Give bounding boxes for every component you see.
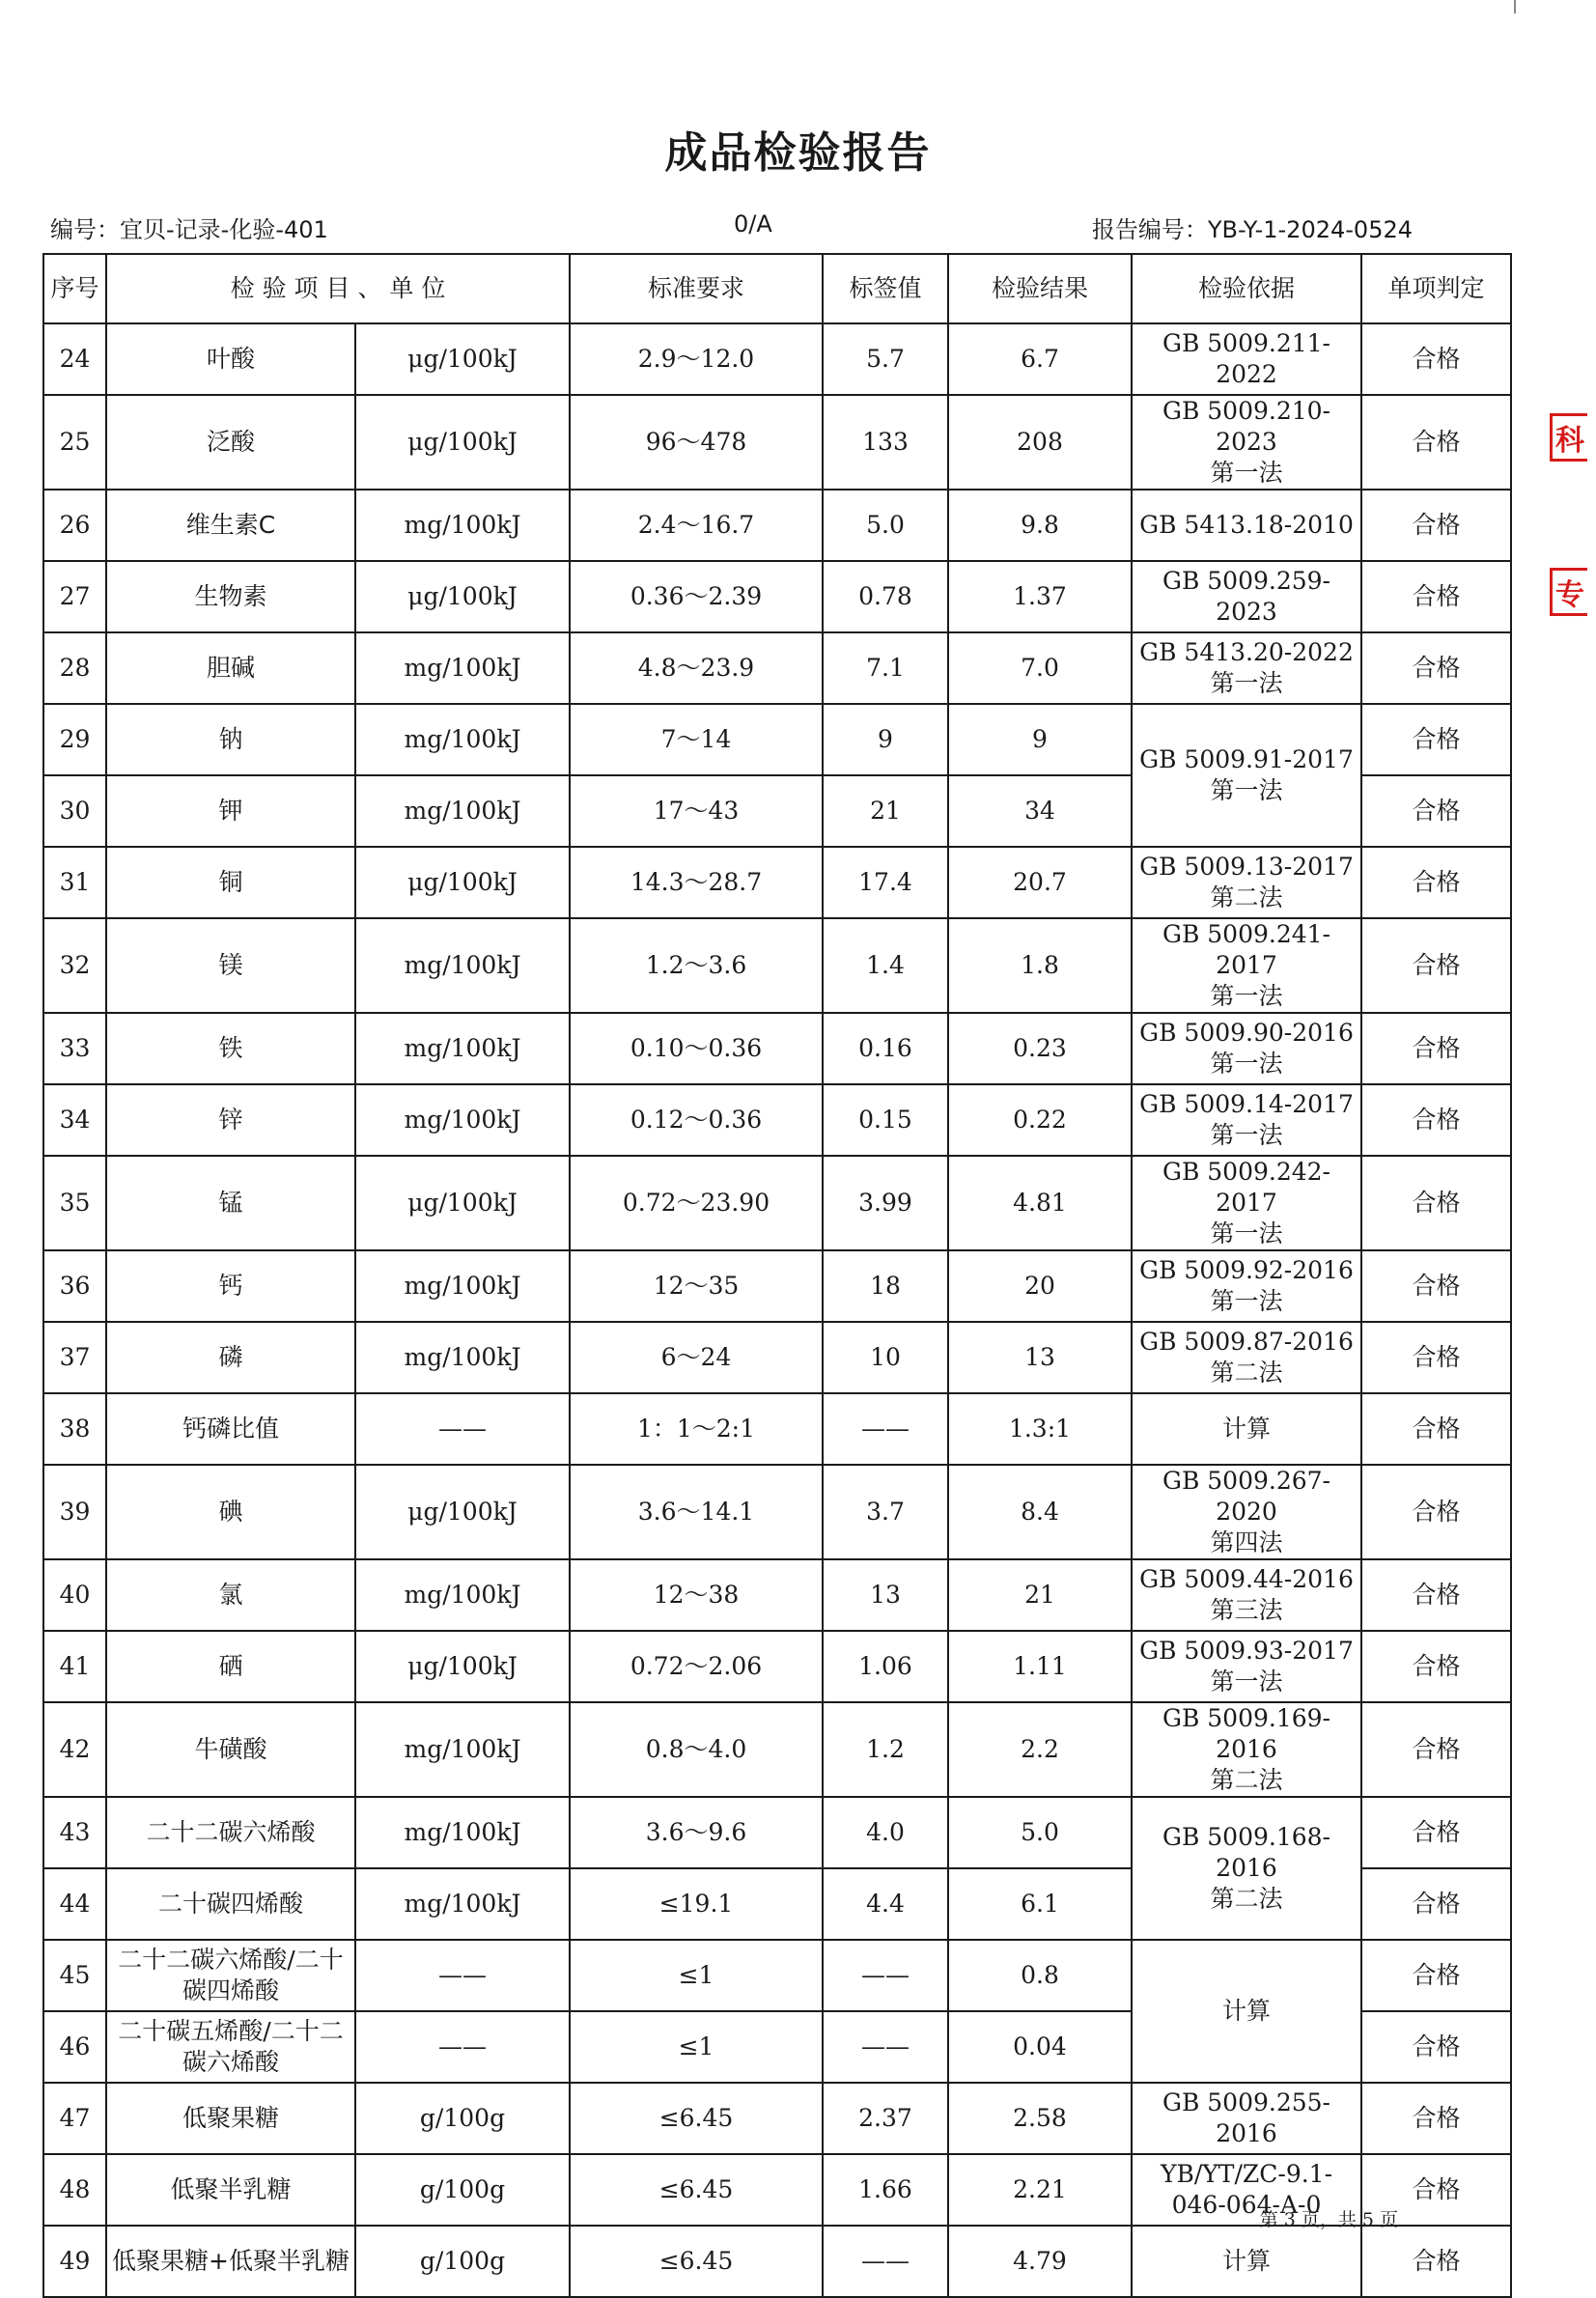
- row-item: 钙磷比值: [106, 1393, 355, 1465]
- row-standard: ≤1: [570, 2011, 823, 2083]
- row-result: 21: [948, 1559, 1132, 1631]
- basis-line: GB 5009.13-2017: [1139, 853, 1354, 881]
- red-side-stamp-2: 专: [1550, 568, 1587, 616]
- table-row: [43, 1940, 1511, 2011]
- row-basis: [1132, 1013, 1361, 1084]
- row-verdict: 合格: [1361, 2011, 1511, 2083]
- row-result: 8.4: [948, 1465, 1132, 1559]
- basis-line: 第二法: [1210, 883, 1283, 911]
- row-result: 2.58: [948, 2083, 1132, 2154]
- basis-line: GB 5009.93-2017: [1139, 1637, 1354, 1665]
- row-standard: 2.9～12.0: [570, 323, 823, 395]
- row-standard: 0.12～0.36: [570, 1084, 823, 1156]
- row-verdict: 合格: [1361, 1393, 1511, 1465]
- row-unit: μg/100kJ: [355, 1156, 570, 1250]
- table-row: [43, 1559, 1511, 1631]
- row-label-value: ——: [823, 1940, 948, 2011]
- row-result: 1.3:1: [948, 1393, 1132, 1465]
- row-standard: 12～38: [570, 1559, 823, 1631]
- row-label-value: 3.99: [823, 1156, 948, 1250]
- row-verdict: 合格: [1361, 395, 1511, 490]
- basis-line: 第一法: [1210, 982, 1283, 1010]
- row-seq: 42: [43, 1702, 106, 1797]
- row-unit: mg/100kJ: [355, 1702, 570, 1797]
- row-basis: [1132, 1156, 1361, 1250]
- row-seq: 47: [43, 2083, 106, 2154]
- row-label-value: 17.4: [823, 847, 948, 918]
- row-label-value: 133: [823, 395, 948, 490]
- row-basis: [1132, 1702, 1361, 1797]
- row-seq: 33: [43, 1013, 106, 1084]
- document-revision: 0/A: [734, 210, 772, 238]
- row-label-value: 21: [823, 775, 948, 847]
- table-row: [43, 918, 1511, 1013]
- row-basis: [1132, 1465, 1361, 1559]
- basis-line: 第一法: [1210, 459, 1283, 487]
- table-row: [43, 1465, 1511, 1559]
- table-row: [43, 2083, 1511, 2154]
- row-result: 13: [948, 1322, 1132, 1393]
- basis-line: GB 5009.211-2022: [1162, 329, 1331, 388]
- row-result: 6.7: [948, 323, 1132, 395]
- row-unit: mg/100kJ: [355, 775, 570, 847]
- row-basis: [1132, 1250, 1361, 1322]
- row-item: 锰: [106, 1156, 355, 1250]
- row-item: 二十二碳六烯酸: [106, 1797, 355, 1868]
- table-row: [43, 395, 1511, 490]
- row-seq: 35: [43, 1156, 106, 1250]
- table-row: [43, 632, 1511, 704]
- row-verdict: 合格: [1361, 490, 1511, 561]
- row-unit: μg/100kJ: [355, 1465, 570, 1559]
- row-verdict: 合格: [1361, 1322, 1511, 1393]
- header-label-value: 标签值: [823, 254, 948, 323]
- row-result: 1.11: [948, 1631, 1132, 1702]
- row-item: 低聚果糖+低聚半乳糖: [106, 2226, 355, 2297]
- row-standard: 14.3～28.7: [570, 847, 823, 918]
- row-item: 镁: [106, 918, 355, 1013]
- edge-mark: [1514, 0, 1516, 14]
- row-label-value: 4.0: [823, 1797, 948, 1868]
- row-verdict: 合格: [1361, 1465, 1511, 1559]
- row-label-value: 1.2: [823, 1702, 948, 1797]
- row-verdict: 合格: [1361, 1084, 1511, 1156]
- row-unit: g/100g: [355, 2226, 570, 2297]
- row-seq: 36: [43, 1250, 106, 1322]
- row-basis: [1132, 1940, 1361, 2083]
- row-seq: 44: [43, 1868, 106, 1940]
- row-verdict: 合格: [1361, 1702, 1511, 1797]
- header-item-unit: 检 验 项 目 、 单 位: [106, 254, 570, 323]
- row-unit: g/100g: [355, 2083, 570, 2154]
- row-item: 叶酸: [106, 323, 355, 395]
- basis-line: GB 5009.259-2023: [1162, 567, 1331, 626]
- basis-line: 计算: [1221, 1415, 1271, 1443]
- row-unit: μg/100kJ: [355, 561, 570, 632]
- header-seq: 序号: [43, 254, 106, 323]
- row-standard: ≤6.45: [570, 2154, 823, 2226]
- basis-line: GB 5413.18-2010: [1139, 511, 1354, 539]
- row-label-value: 10: [823, 1322, 948, 1393]
- row-item: 二十碳五烯酸/二十二碳六烯酸: [106, 2011, 355, 2083]
- basis-line: GB 5009.87-2016: [1139, 1328, 1354, 1356]
- table-row: [43, 847, 1511, 918]
- row-label-value: 13: [823, 1559, 948, 1631]
- row-item: 生物素: [106, 561, 355, 632]
- table-row: [43, 323, 1511, 395]
- row-verdict: 合格: [1361, 775, 1511, 847]
- row-label-value: 18: [823, 1250, 948, 1322]
- report-number: 报告编号：YB-Y-1-2024-0524: [1091, 216, 1413, 243]
- row-item: 氯: [106, 1559, 355, 1631]
- row-basis: [1132, 561, 1361, 632]
- row-standard: ≤1: [570, 1940, 823, 2011]
- basis-line: GB 5009.241-2017: [1162, 920, 1331, 979]
- row-seq: 37: [43, 1322, 106, 1393]
- table-row: [43, 1084, 1511, 1156]
- table-row: [43, 1393, 1511, 1465]
- row-standard: ≤6.45: [570, 2226, 823, 2297]
- row-label-value: 7.1: [823, 632, 948, 704]
- row-seq: 45: [43, 1940, 106, 2011]
- row-unit: mg/100kJ: [355, 1797, 570, 1868]
- row-unit: mg/100kJ: [355, 1322, 570, 1393]
- row-basis: [1132, 1393, 1361, 1465]
- row-standard: 1.2～3.6: [570, 918, 823, 1013]
- row-label-value: 5.7: [823, 323, 948, 395]
- header-standard: 标准要求: [570, 254, 823, 323]
- row-item: 锌: [106, 1084, 355, 1156]
- row-item: 低聚果糖: [106, 2083, 355, 2154]
- row-label-value: ——: [823, 2226, 948, 2297]
- row-seq: 39: [43, 1465, 106, 1559]
- row-basis: [1132, 323, 1361, 395]
- row-verdict: 合格: [1361, 1797, 1511, 1868]
- basis-line: 第四法: [1210, 1528, 1283, 1556]
- row-label-value: 0.16: [823, 1013, 948, 1084]
- row-standard: 17～43: [570, 775, 823, 847]
- row-unit: ——: [355, 2011, 570, 2083]
- row-result: 7.0: [948, 632, 1132, 704]
- row-standard: 3.6～9.6: [570, 1797, 823, 1868]
- row-verdict: 合格: [1361, 1559, 1511, 1631]
- basis-line: GB 5413.20-2022: [1139, 638, 1354, 666]
- row-standard: ≤6.45: [570, 2083, 823, 2154]
- red-side-stamp-1: 科: [1550, 413, 1587, 462]
- row-result: 9: [948, 704, 1132, 775]
- basis-line: GB 5009.92-2016: [1139, 1256, 1354, 1284]
- basis-line: 第一法: [1210, 1287, 1283, 1315]
- row-item: 二十碳四烯酸: [106, 1868, 355, 1940]
- row-unit: g/100g: [355, 2154, 570, 2226]
- row-label-value: 0.78: [823, 561, 948, 632]
- row-seq: 49: [43, 2226, 106, 2297]
- row-unit: μg/100kJ: [355, 395, 570, 490]
- row-verdict: 合格: [1361, 323, 1511, 395]
- row-seq: 24: [43, 323, 106, 395]
- table-row: [43, 1797, 1511, 1868]
- row-verdict: 合格: [1361, 2154, 1511, 2226]
- row-item: 铜: [106, 847, 355, 918]
- row-unit: μg/100kJ: [355, 1631, 570, 1702]
- row-result: 20: [948, 1250, 1132, 1322]
- row-standard: 0.10～0.36: [570, 1013, 823, 1084]
- table-row: [43, 2226, 1511, 2297]
- row-basis: [1132, 490, 1361, 561]
- row-label-value: 2.37: [823, 2083, 948, 2154]
- row-unit: μg/100kJ: [355, 847, 570, 918]
- row-item: 硒: [106, 1631, 355, 1702]
- row-basis: [1132, 1084, 1361, 1156]
- table-row: [43, 561, 1511, 632]
- row-unit: mg/100kJ: [355, 1868, 570, 1940]
- row-seq: 40: [43, 1559, 106, 1631]
- table-row: [43, 1322, 1511, 1393]
- row-standard: 1：1～2:1: [570, 1393, 823, 1465]
- basis-line: GB 5009.255-2016: [1162, 2088, 1331, 2147]
- row-standard: 0.72～2.06: [570, 1631, 823, 1702]
- row-seq: 28: [43, 632, 106, 704]
- row-seq: 29: [43, 704, 106, 775]
- row-verdict: 合格: [1361, 1013, 1511, 1084]
- row-result: 6.1: [948, 1868, 1132, 1940]
- row-basis: [1132, 1559, 1361, 1631]
- row-basis: [1132, 1631, 1361, 1702]
- row-seq: 38: [43, 1393, 106, 1465]
- table-row: [43, 1250, 1511, 1322]
- row-item: 碘: [106, 1465, 355, 1559]
- row-verdict: 合格: [1361, 704, 1511, 775]
- header-verdict: 单项判定: [1361, 254, 1511, 323]
- row-item: 二十二碳六烯酸/二十碳四烯酸: [106, 1940, 355, 2011]
- row-unit: mg/100kJ: [355, 918, 570, 1013]
- basis-line: GB 5009.210-2023: [1162, 397, 1331, 456]
- row-item: 钙: [106, 1250, 355, 1322]
- row-basis: [1132, 395, 1361, 490]
- row-basis: [1132, 632, 1361, 704]
- row-seq: 27: [43, 561, 106, 632]
- row-seq: 25: [43, 395, 106, 490]
- row-item: 牛磺酸: [106, 1702, 355, 1797]
- row-seq: 46: [43, 2011, 106, 2083]
- row-basis: [1132, 2226, 1361, 2297]
- row-label-value: 4.4: [823, 1868, 948, 1940]
- row-result: 2.21: [948, 2154, 1132, 2226]
- row-standard: 3.6～14.1: [570, 1465, 823, 1559]
- basis-line: 第二法: [1210, 1359, 1283, 1387]
- row-unit: mg/100kJ: [355, 1559, 570, 1631]
- page-footer: 第 3 页，共 5 页: [1259, 2209, 1398, 2230]
- row-seq: 32: [43, 918, 106, 1013]
- row-seq: 26: [43, 490, 106, 561]
- row-result: 34: [948, 775, 1132, 847]
- row-standard: 0.36～2.39: [570, 561, 823, 632]
- row-standard: ≤19.1: [570, 1868, 823, 1940]
- row-standard: 0.8～4.0: [570, 1702, 823, 1797]
- row-result: 0.8: [948, 1940, 1132, 2011]
- row-item: 钾: [106, 775, 355, 847]
- row-label-value: ——: [823, 2011, 948, 2083]
- table-row: [43, 1702, 1511, 1797]
- row-verdict: 合格: [1361, 1868, 1511, 1940]
- basis-line: 计算: [1221, 1997, 1271, 2025]
- row-verdict: 合格: [1361, 2226, 1511, 2297]
- basis-line: 第一法: [1210, 1121, 1283, 1149]
- row-result: 5.0: [948, 1797, 1132, 1868]
- table-row: [43, 490, 1511, 561]
- row-result: 4.79: [948, 2226, 1132, 2297]
- row-unit: ——: [355, 1940, 570, 2011]
- row-item: 铁: [106, 1013, 355, 1084]
- row-result: 2.2: [948, 1702, 1132, 1797]
- basis-line: 第二法: [1210, 1885, 1283, 1913]
- row-standard: 0.72～23.90: [570, 1156, 823, 1250]
- row-verdict: 合格: [1361, 1250, 1511, 1322]
- row-unit: mg/100kJ: [355, 704, 570, 775]
- row-item: 低聚半乳糖: [106, 2154, 355, 2226]
- basis-line: GB 5009.169-2016: [1162, 1704, 1331, 1763]
- row-verdict: 合格: [1361, 847, 1511, 918]
- row-verdict: 合格: [1361, 918, 1511, 1013]
- row-item: 磷: [106, 1322, 355, 1393]
- inspection-table: [42, 253, 1512, 2298]
- basis-line: GB 5009.242-2017: [1162, 1158, 1331, 1217]
- row-result: 20.7: [948, 847, 1132, 918]
- row-standard: 2.4～16.7: [570, 490, 823, 561]
- row-unit: ——: [355, 1393, 570, 1465]
- row-unit: μg/100kJ: [355, 323, 570, 395]
- row-basis: [1132, 847, 1361, 918]
- basis-line: 第一法: [1210, 1050, 1283, 1078]
- basis-line: 第一法: [1210, 669, 1283, 697]
- basis-line: 第一法: [1210, 1219, 1283, 1247]
- basis-line: GB 5009.14-2017: [1139, 1090, 1354, 1118]
- row-result: 0.23: [948, 1013, 1132, 1084]
- row-item: 泛酸: [106, 395, 355, 490]
- table-row: [43, 1013, 1511, 1084]
- row-verdict: 合格: [1361, 632, 1511, 704]
- row-standard: 4.8～23.9: [570, 632, 823, 704]
- row-item: 胆碱: [106, 632, 355, 704]
- row-basis: [1132, 1797, 1361, 1940]
- basis-line: YB/YT/ZC-9.1-046-064-A-0: [1160, 2160, 1333, 2219]
- row-standard: 12～35: [570, 1250, 823, 1322]
- row-label-value: 3.7: [823, 1465, 948, 1559]
- row-label-value: 1.66: [823, 2154, 948, 2226]
- row-verdict: 合格: [1361, 1156, 1511, 1250]
- basis-line: 第二法: [1210, 1766, 1283, 1794]
- row-verdict: 合格: [1361, 1631, 1511, 1702]
- row-basis: [1132, 918, 1361, 1013]
- basis-line: 第一法: [1210, 776, 1283, 804]
- row-seq: 48: [43, 2154, 106, 2226]
- row-verdict: 合格: [1361, 1940, 1511, 2011]
- basis-line: 第一法: [1210, 1667, 1283, 1695]
- row-seq: 30: [43, 775, 106, 847]
- row-unit: mg/100kJ: [355, 490, 570, 561]
- row-result: 1.8: [948, 918, 1132, 1013]
- table-row: [43, 1631, 1511, 1702]
- row-result: 9.8: [948, 490, 1132, 561]
- row-label-value: 9: [823, 704, 948, 775]
- basis-line: GB 5009.267-2020: [1162, 1467, 1331, 1526]
- report-title: 成品检验报告: [664, 128, 932, 178]
- row-unit: mg/100kJ: [355, 1250, 570, 1322]
- row-basis: [1132, 1322, 1361, 1393]
- row-basis: [1132, 704, 1361, 847]
- table-row: [43, 1156, 1511, 1250]
- row-basis: [1132, 2083, 1361, 2154]
- row-verdict: 合格: [1361, 561, 1511, 632]
- basis-line: GB 5009.91-2017: [1139, 745, 1354, 773]
- row-standard: 6～24: [570, 1322, 823, 1393]
- row-label-value: 5.0: [823, 490, 948, 561]
- row-seq: 34: [43, 1084, 106, 1156]
- row-verdict: 合格: [1361, 2083, 1511, 2154]
- basis-line: 第三法: [1210, 1596, 1283, 1624]
- row-unit: mg/100kJ: [355, 1013, 570, 1084]
- row-seq: 31: [43, 847, 106, 918]
- row-label-value: 0.15: [823, 1084, 948, 1156]
- basis-line: 计算: [1221, 2247, 1271, 2275]
- row-seq: 41: [43, 1631, 106, 1702]
- basis-line: GB 5009.168-2016: [1162, 1823, 1331, 1882]
- row-result: 0.04: [948, 2011, 1132, 2083]
- row-result: 0.22: [948, 1084, 1132, 1156]
- header-result: 检验结果: [948, 254, 1132, 323]
- row-standard: 7～14: [570, 704, 823, 775]
- row-label-value: 1.4: [823, 918, 948, 1013]
- document-code: 编号：宜贝-记录-化验-401: [50, 216, 328, 243]
- row-label-value: ——: [823, 1393, 948, 1465]
- header-basis: 检验依据: [1132, 254, 1361, 323]
- row-item: 钠: [106, 704, 355, 775]
- row-result: 4.81: [948, 1156, 1132, 1250]
- row-unit: mg/100kJ: [355, 632, 570, 704]
- row-result: 208: [948, 395, 1132, 490]
- row-result: 1.37: [948, 561, 1132, 632]
- basis-line: GB 5009.90-2016: [1139, 1019, 1354, 1047]
- row-item: 维生素C: [106, 490, 355, 561]
- row-standard: 96～478: [570, 395, 823, 490]
- table-body: [43, 323, 1511, 2297]
- row-label-value: 1.06: [823, 1631, 948, 1702]
- row-unit: mg/100kJ: [355, 1084, 570, 1156]
- table-row: [43, 704, 1511, 775]
- table-header-row: [43, 254, 1511, 323]
- basis-line: GB 5009.44-2016: [1139, 1565, 1354, 1593]
- row-seq: 43: [43, 1797, 106, 1868]
